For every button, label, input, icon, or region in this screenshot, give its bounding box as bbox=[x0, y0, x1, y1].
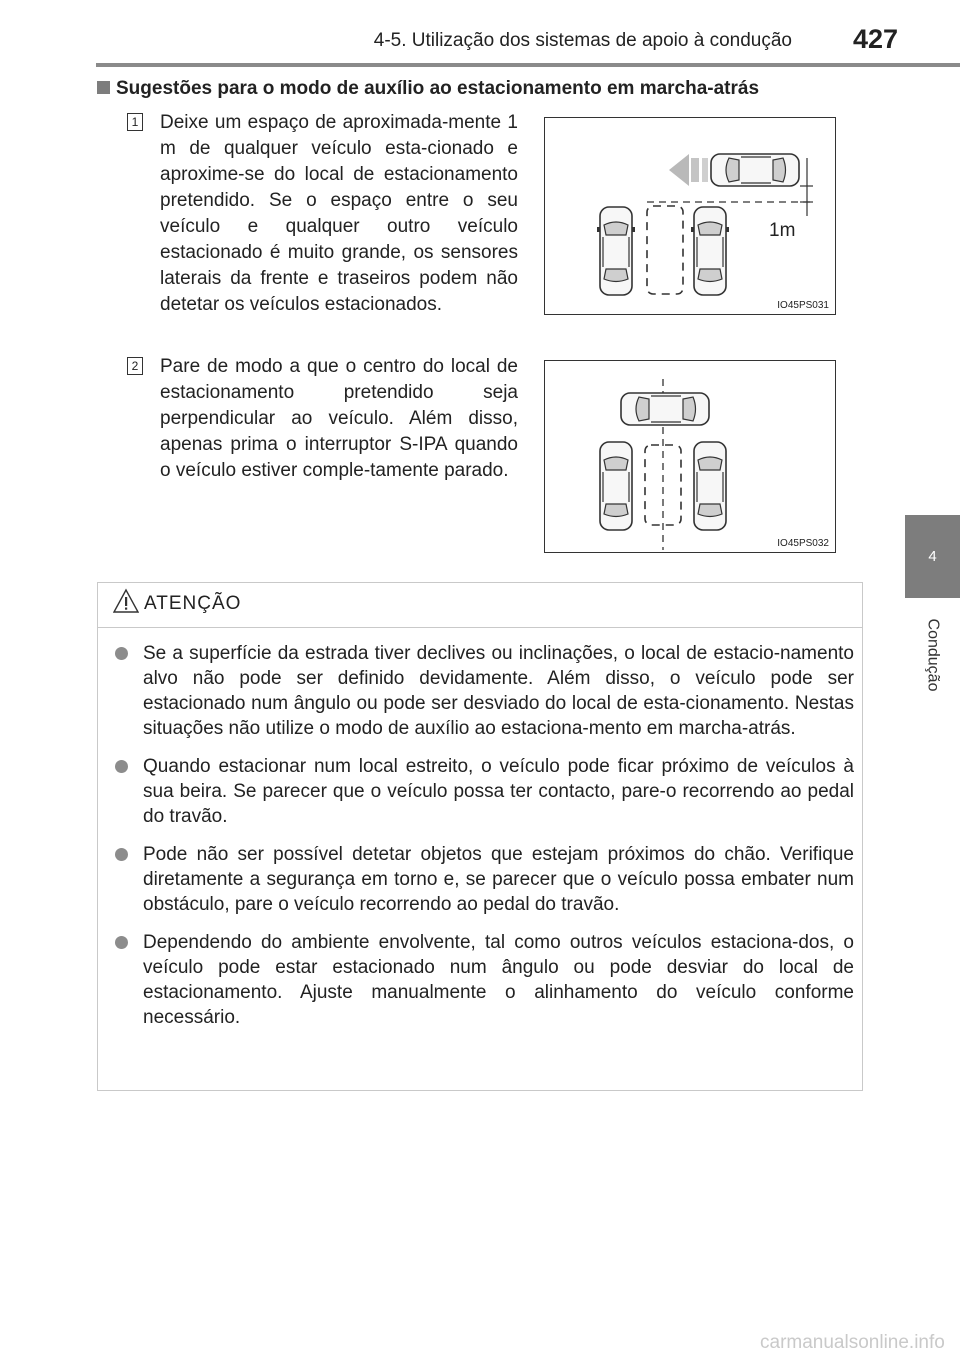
bullet-icon bbox=[115, 848, 128, 861]
distance-label: 1m bbox=[769, 220, 796, 241]
warning-header bbox=[98, 583, 862, 628]
parking-diagram-2 bbox=[545, 361, 835, 552]
parking-diagram-1 bbox=[545, 118, 835, 314]
figure-step-2 bbox=[544, 360, 836, 553]
watermark: carmanualsonline.info bbox=[760, 1332, 945, 1353]
warning-box bbox=[97, 582, 863, 1091]
running-header: 4-5. Utilização dos sistemas de apoio à condução bbox=[373, 30, 792, 51]
step-text-1: Deixe um espaço de aproximada-mente 1 m de qualquer veículo esta-cionado e aproxime-se do local de estacionamento pretendido. Se o espaço entre o seu veículo e qualquer outro veículo estacionado é muito grande, os sensores laterais da frente e traseiros podem não detetar os veículos estacionados. bbox=[160, 112, 518, 315]
chapter-tab: 4 bbox=[905, 515, 960, 598]
step-number-1: 1 bbox=[127, 113, 143, 131]
warning-title: ATENÇÃO bbox=[144, 593, 242, 614]
warning-item-text: Dependendo do ambiente envolvente, tal como outros veículos estaciona-dos, o veículo pode estar estacionado num ângulo ou pode desviar do local de estacionamento. Ajuste manualmente o alinhamento do veículo conforme necessário. bbox=[143, 932, 854, 1028]
section-heading-text: Sugestões para o modo de auxílio ao estacionamento em marcha-atrás bbox=[116, 78, 760, 99]
warning-item-text: Pode não ser possível detetar objetos que estejam próximos do chão. Verifique diretamente a segurança em torno e, se parecer que o veículo possa embater num obstáculo, pare o veículo recorrendo ao pedal do travão. bbox=[143, 844, 854, 915]
section-heading bbox=[97, 78, 857, 100]
figure-step-1 bbox=[544, 117, 836, 315]
warning-item-text: Quando estacionar num local estreito, o veículo pode ficar próximo de veículos à sua beira. Se parecer que o veículo possa ter contacto, pare-o recorrendo ao pedal do travão. bbox=[143, 756, 854, 827]
bullet-icon bbox=[115, 936, 128, 949]
heading-square-icon bbox=[97, 81, 110, 94]
bullet-icon bbox=[115, 760, 128, 773]
warning-item bbox=[114, 842, 854, 917]
step-number-2: 2 bbox=[127, 357, 143, 375]
warning-list bbox=[114, 641, 854, 1043]
figure-caption-1: IO45PS031 bbox=[777, 300, 829, 311]
chapter-label-text: Condução bbox=[924, 618, 942, 692]
warning-item bbox=[114, 754, 854, 829]
warning-item-text: Se a superfície da estrada tiver declives ou inclinações, o local de estacio-namento alvo não pode ser definido devidamente. Além disso, o veículo pode ser estacionado num ângulo ou pode ser desviado do local de esta-cionamento. Nestas situações não utilize o modo de auxílio ao estaciona-mento em marcha-atrás. bbox=[143, 643, 854, 739]
page-number: 427 bbox=[852, 24, 898, 54]
warning-triangle-icon bbox=[113, 588, 139, 614]
bullet-icon bbox=[115, 647, 128, 660]
warning-item bbox=[114, 930, 854, 1030]
header-rule bbox=[96, 63, 960, 67]
step-text-2: Pare de modo a que o centro do local de estacionamento pretendido seja perpendicular ao veículo. Além disso, apenas prima o interruptor S-IPA quando o veículo estiver comple-tamente parado. bbox=[160, 356, 518, 481]
chapter-side-label bbox=[905, 600, 960, 710]
figure-caption-2: IO45PS032 bbox=[777, 538, 829, 549]
warning-item bbox=[114, 641, 854, 741]
direction-arrow-icon bbox=[669, 154, 716, 186]
